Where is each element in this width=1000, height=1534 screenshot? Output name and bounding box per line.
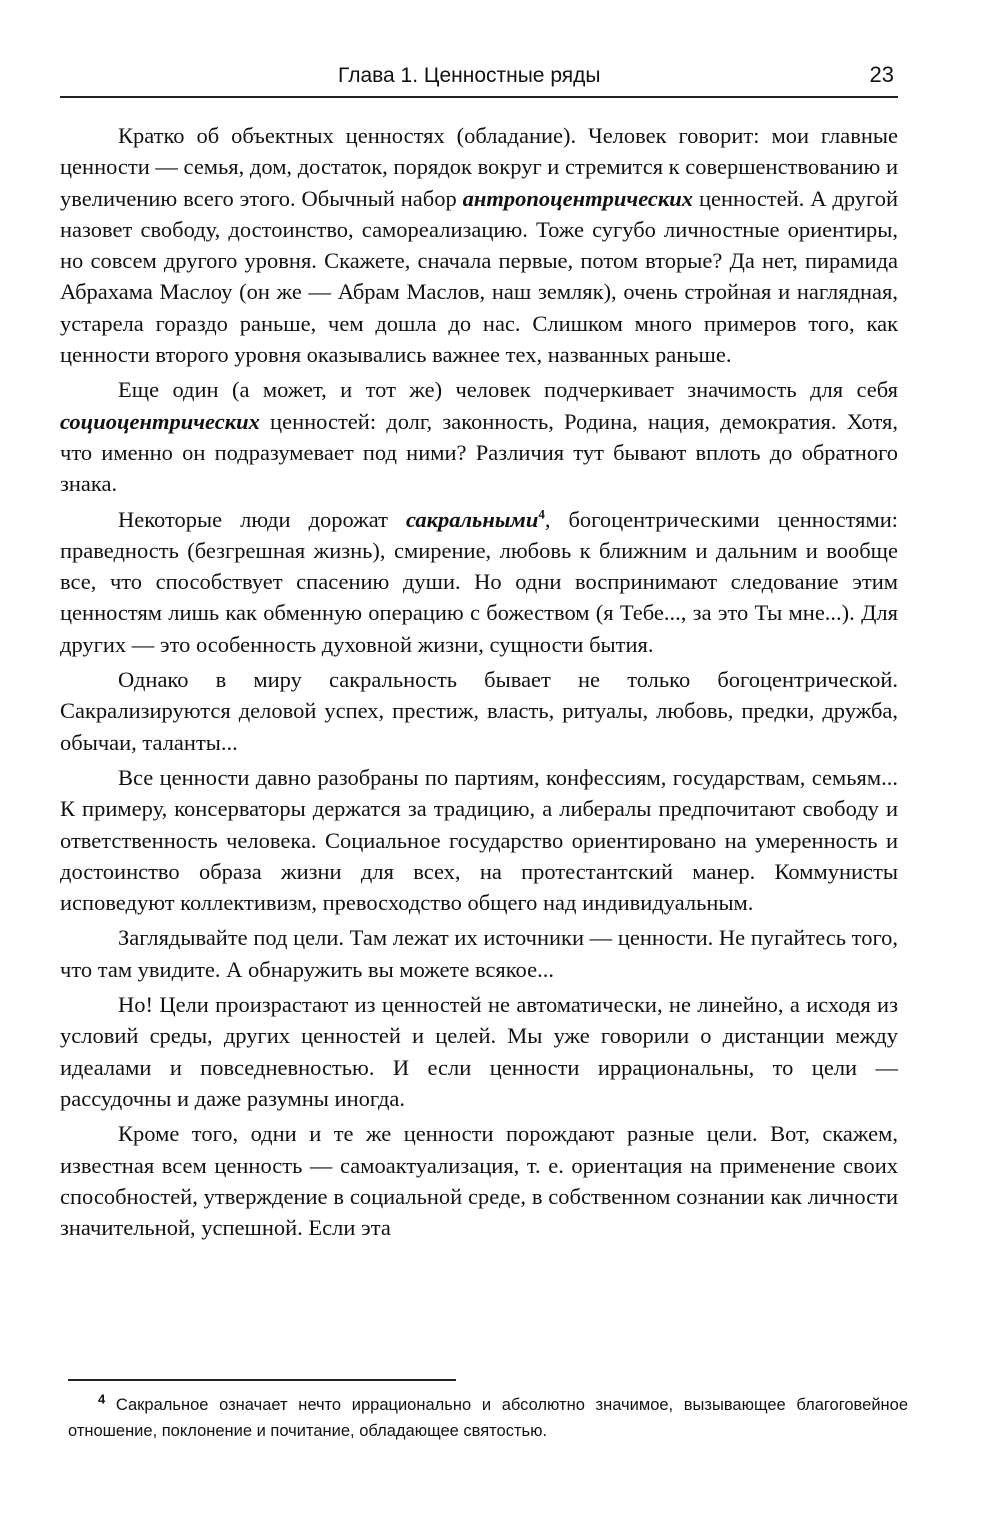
running-header [60,62,898,98]
paragraph: Кроме того, одни и те же ценности порождают разные цели. Вот, скажем, известная всем ценность — самоактуализация, т. е. ориентация на применение своих способностей, утверждение в социальной среде, в собственном сознании как личности значительной, успешной. Если эта [60,1121,898,1241]
paragraph: Кратко об объектных ценностях (обладание). Человек говорит: мои главные ценности — семья, дом, достаток, порядок вокруг и стремится к совершенствованию и увеличению всего этого. Обычный набор антропоцентрических ценностей. А другой назовет свободу, достоинство, самореализацию. Тоже сугубо личностные ориентиры, но совсем другого уровня. Скажете, сначала первые, потом вторые? Да нет, пирамида Абрахама Маслоу (он же — Абрам Маслов, наш земляк), очень стройная и наглядная, устарела гораздо раньше, чем дошла до нас. Слишком много примеров того, как ценности второго уровня оказывались важнее тех, названных раньше. [60,123,898,368]
footnote-divider [68,1379,456,1381]
footnote-text: Сакральное означает нечто иррационально и абсолютно значимое, вызывающее благоговейное отношение, поклонение и почитание, обладающее святостью. [68,1396,908,1440]
emphasis: социоцентрических [60,408,260,434]
paragraph: Некоторые люди дорожат сакральными$^4$, богоцентрическими ценностями: праведность (безгрешная жизнь), смирение, любовь к ближним и дальним и вообще все, что способствует спасению души. Но одни воспринимают следование этим ценностям лишь как обменную операцию с божеством (я Тебе..., за это Ты мне...). Для других — это особенность духовной жизни, сущности бытия. [60,506,898,657]
footnote-marker: 4 [98,1391,106,1407]
body-text [60,120,898,1247]
paragraph: Но! Цели произрастают из ценностей не автоматически, не линейно, а исходя из условий среды, других ценностей и целей. Мы уже говорили о дистанции между идеалами и повседневностью. И если ценности иррациональны, то цели — рассудочны и даже разумны иногда. [60,992,898,1111]
footnote [68,1392,908,1444]
paragraph: Заглядывайте под цели. Там лежат их источники — ценности. Не пугайтесь того, что там увидите. А обнаружить вы можете всякое... [60,925,898,982]
paragraph: Однако в миру сакральность бывает не только богоцентрической. Сакрализируются деловой успех, престиж, власть, ритуалы, любовь, предки, дружба, обычаи, таланты... [60,667,898,755]
paragraph: Еще один (а может, и тот же) человек подчеркивает значимость для себя социоцентрических ценностей: долг, законность, Родина, нация, демократия. Хотя, что именно он подразумевает под ними? Различия тут бывают вплоть до обратного знака. [60,377,898,497]
emphasis: антропоцентрических [462,185,694,211]
paragraph: Все ценности давно разобраны по партиям, конфессиям, государствам, семьям... К примеру, консерваторы держатся за традицию, а либералы предпочитают свободу и ответственность человека. Социальное государство ориентировано на умеренность и достоинство образа жизни для всех, на протестантский манер. Коммунисты исповедуют коллективизм, превосходство общего над индивидуальным. [60,764,898,916]
chapter-title: Глава 1. Ценностные ряды [338,64,601,87]
page-number: 23 [869,62,894,87]
footnote-ref[interactable]: 4 [538,506,545,522]
emphasis: сакральными [405,506,539,532]
